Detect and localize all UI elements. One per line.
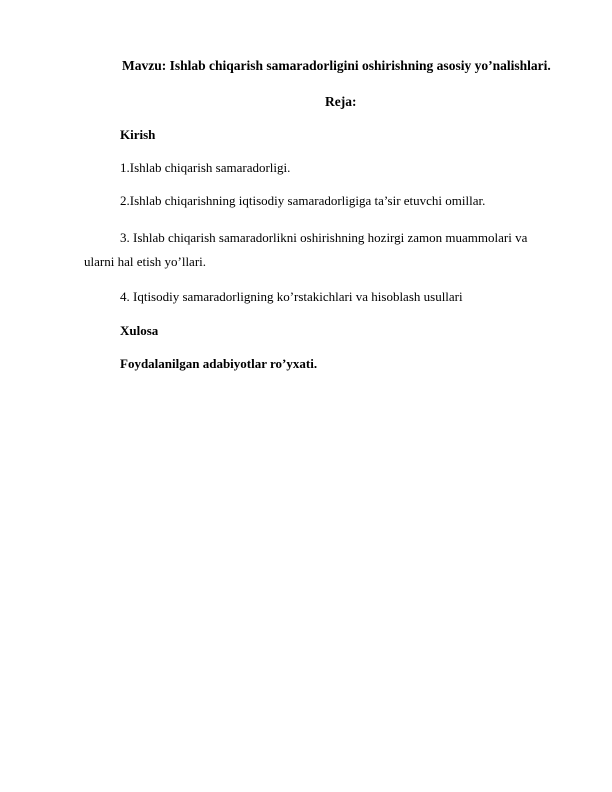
plan-item-2: 2.Ishlab chiqarishning iqtisodiy samaradorligiga ta’sir etuvchi omillar. [120,193,486,208]
plan-item-1: 1.Ishlab chiqarish samaradorligi. [120,160,291,175]
plan-item-3: 3. Ishlab chiqarish samaradorlikni oshirishning hozirgi zamon muammolari va [120,230,528,245]
document-title: Mavzu: Ishlab chiqarish samaradorligini oshirishning asosiy yo’nalishlari. [122,58,551,73]
plan-item-3-continuation: ularni hal etish yo’llari. [84,254,207,269]
plan-heading: Reja: [325,94,357,109]
conclusion-heading: Xulosa [120,323,159,338]
plan-item-4: 4. Iqtisodiy samaradorligning ko’rstakichlari va hisoblash usullari [120,289,463,304]
intro-heading: Kirish [120,127,156,142]
references-heading: Foydalanilgan adabiyotlar ro’yxati. [120,356,318,371]
